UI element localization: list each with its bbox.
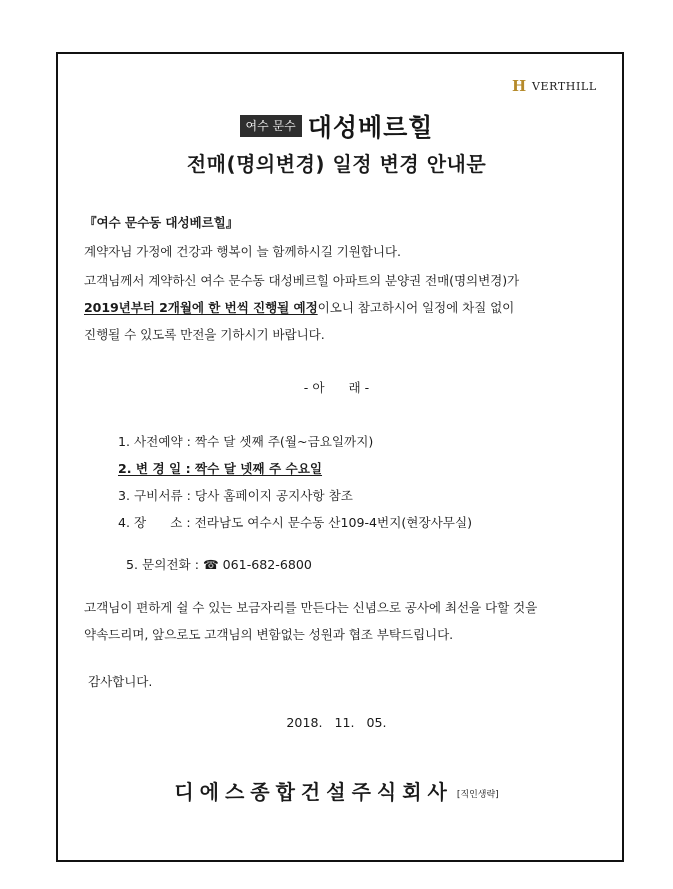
- verthill-logo-icon: H: [512, 77, 527, 95]
- seal-note: [직인생략]: [456, 790, 499, 800]
- document-date: 2018. 11. 05.: [286, 715, 387, 730]
- logo-text: VERTHILL: [532, 79, 597, 93]
- project-name: 『여수 문수동 대성베르힐』: [84, 215, 239, 230]
- company-name: 디에스종합건설주식회사: [174, 780, 453, 804]
- brand-title: 대성베르힐: [307, 113, 434, 142]
- greeting-line: 계약자님 가정에 건강과 행복이 늘 함께하시길 기원합니다.: [84, 244, 401, 259]
- list-item-change-date: 2. 변 경 일 : 짝수 달 넷째 주 수요일: [118, 461, 323, 476]
- thanks-line: 감사합니다.: [88, 674, 153, 689]
- location-badge: 여수 문수: [240, 115, 302, 137]
- intro-line-1: 고객님께서 계약하신 여수 문수동 대성베르힐 아파트의 분양권 전매(명의변경)가: [84, 273, 520, 288]
- company-signature: [0, 776, 673, 805]
- intro-line-2-rest: 이오니 참고하시어 일정에 차질 없이: [317, 300, 515, 315]
- phone-label: 5. 문의전화 :: [126, 557, 203, 572]
- phone-number: 061-682-6800: [222, 557, 312, 572]
- schedule-highlight: 2019년부터 2개월에 한 번씩 진행될 예정: [84, 300, 318, 315]
- intro-line-2: [84, 297, 604, 316]
- verthill-logo: [512, 78, 597, 94]
- notice-heading: - 아 래 -: [303, 380, 370, 395]
- closing-line-1: 고객님이 편하게 쉴 수 있는 보금자리를 만든다는 신념으로 공사에 최선을 다할 것을: [84, 600, 538, 615]
- list-item-location: 4. 장 소 : 전라남도 여수시 문수동 산109-4번지(현장사무실): [118, 515, 473, 530]
- phone-icon: ☎: [202, 557, 219, 572]
- list-item-documents: 3. 구비서류 : 당사 홈페이지 공지사항 참조: [118, 488, 353, 503]
- list-item-phone: [118, 539, 312, 573]
- title-row: [0, 108, 673, 144]
- intro-line-3: 진행될 수 있도록 만전을 기하시기 바랍니다.: [84, 327, 325, 342]
- list-item-reservation: 1. 사전예약 : 짝수 달 셋째 주(월~금요일까지): [118, 434, 374, 449]
- document-subtitle: 전매(명의변경) 일정 변경 안내문: [186, 152, 487, 176]
- closing-line-2: 약속드리며, 앞으로도 고객님의 변함없는 성원과 협조 부탁드립니다.: [84, 627, 454, 642]
